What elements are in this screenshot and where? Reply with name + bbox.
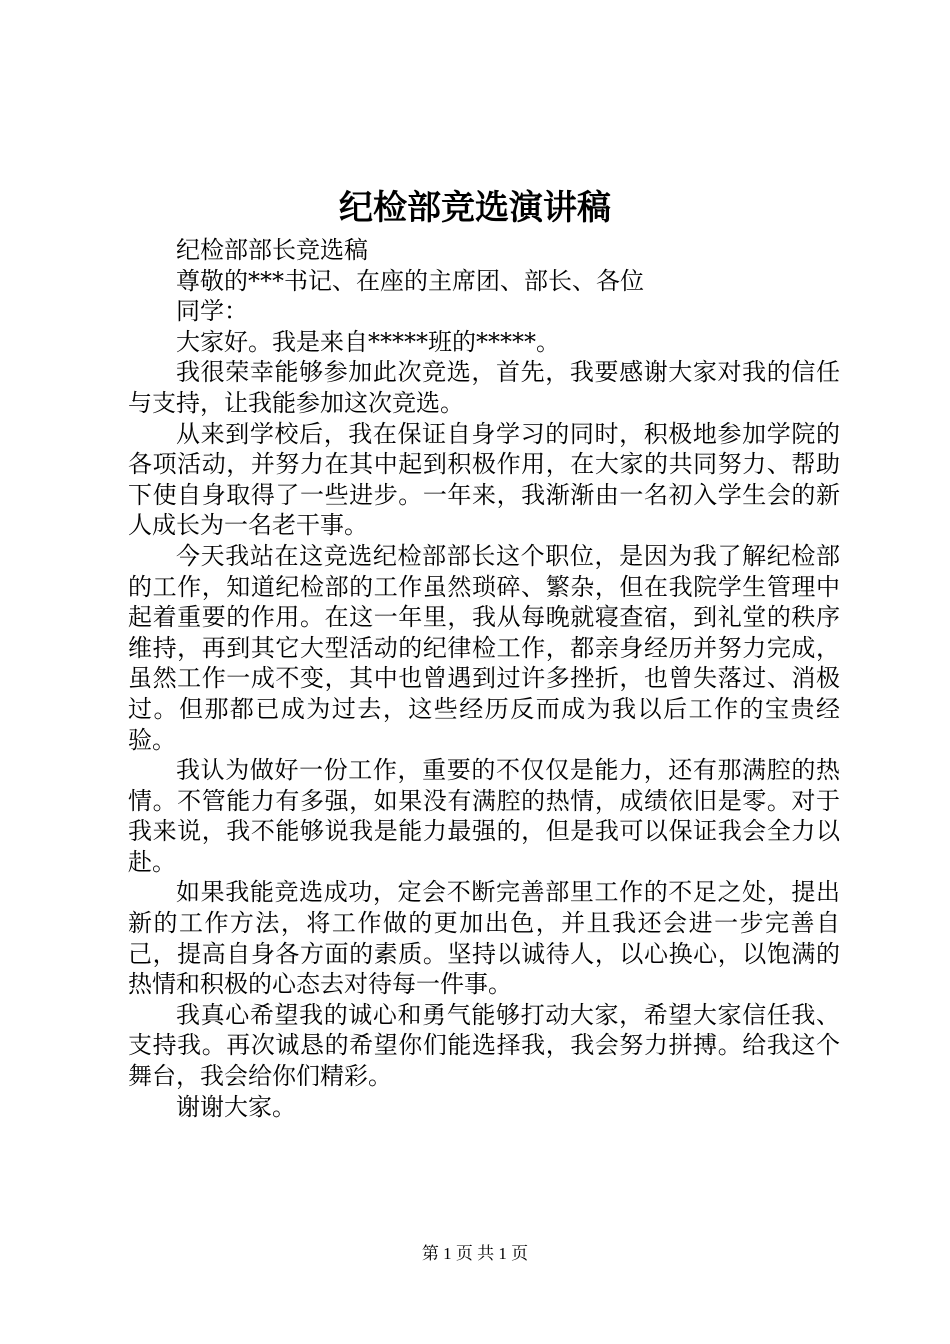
document-body: [128, 235, 840, 1122]
paragraph: 我认为做好一份工作，重要的不仅仅是能力，还有那满腔的热情。不管能力有多强，如果没有满腔的热情，成绩依旧是零。对于我来说，我不能够说我是能力最强的，但是我可以保证我会全力以赴。: [128, 756, 840, 876]
paragraph: 大家好。我是来自*****班的*****。: [176, 327, 560, 356]
paragraph: 我很荣幸能够参加此次竞选，首先，我要感谢大家对我的信任与支持，让我能参加这次竞选。: [128, 358, 840, 417]
paragraph: 从来到学校后，我在保证自身学习的同时，积极地参加学院的各项活动，并努力在其中起到积极作用，在大家的共同努力、帮助下使自身取得了一些进步。一年来，我渐渐由一名初入学生会的新人成长为一名老干事。: [128, 419, 840, 540]
page-number-footer: 第 1 页 共 1 页: [421, 1244, 529, 1263]
paragraph: 同学：: [176, 297, 248, 326]
paragraph: 如果我能竞选成功，定会不断完善部里工作的不足之处，提出新的工作方法，将工作做的更加出色，并且我还会进一步完善自己，提高自身各方面的素质。坚持以诚待人，以心换心，以饱满的热情和积极的心态去对待每一件事。: [128, 878, 840, 999]
document-title: 纪检部竞选演讲稿: [339, 188, 611, 228]
paragraph: 尊敬的***书记、在座的主席团、部长、各位: [176, 266, 644, 295]
paragraph: 我真心希望我的诚心和勇气能够打动大家，希望大家信任我、支持我。再次诚恳的希望你们能选择我，我会努力拼搏。给我这个舞台，我会给你们精彩。: [128, 1000, 840, 1091]
paragraph: 谢谢大家。: [176, 1092, 296, 1121]
paragraph: 今天我站在这竞选纪检部部长这个职位，是因为我了解纪检部的工作，知道纪检部的工作虽然琐碎、繁杂，但在我院学生管理中起着重要的作用。在这一年里，我从每晚就寝查宿，到礼堂的秩序维持，再到其它大型活动的纪律检工作，都亲身经历并努力完成，虽然工作一成不变，其中也曾遇到过许多挫折，也曾失落过、消极过。但那都已成为过去，这些经历反而成为我以后工作的宝贵经验。: [128, 541, 840, 754]
paragraph: 纪检部部长竞选稿: [176, 236, 368, 264]
